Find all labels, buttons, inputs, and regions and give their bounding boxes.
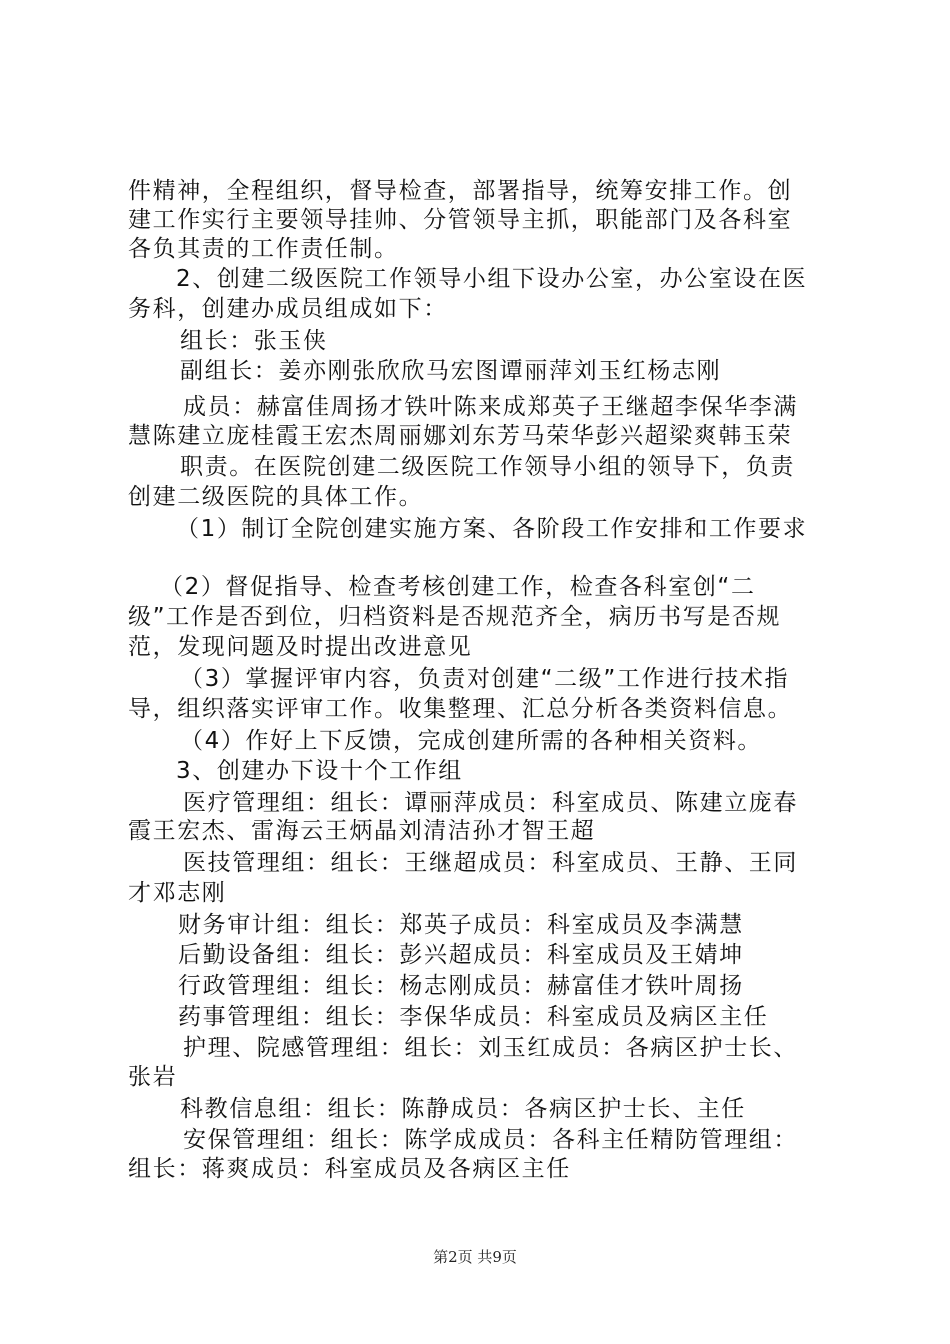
text-line: 职责。在医院创建二级医院工作领导小组的领导下，负责 bbox=[180, 454, 795, 480]
text-line: 护理、院感管理组：组长：刘玉红成员：各病区护士长、 bbox=[183, 1035, 798, 1061]
text-line: 组长：张玉侠 bbox=[180, 328, 328, 354]
text-line: 组长：蒋爽成员：科室成员及各病区主任 bbox=[128, 1156, 571, 1182]
text-line: 各负其责的工作责任制。 bbox=[128, 236, 399, 262]
text-line: 建工作实行主要领导挂帅、分管领导主抓，职能部门及各科室 bbox=[128, 207, 793, 233]
text-line: 件精神，全程组织，督导检查，部署指导，统筹安排工作。创 bbox=[128, 178, 793, 204]
text-line: 级”工作是否到位，归档资料是否规范齐全，病历书写是否规 bbox=[128, 604, 782, 630]
text-line: （2）督促指导、检查考核创建工作，检查各科室创“二 bbox=[160, 574, 756, 600]
text-line: 张岩 bbox=[128, 1064, 178, 1090]
text-line: 慧陈建立庞桂霞王宏杰周丽娜刘东芳马荣华彭兴超梁爽韩玉荣 bbox=[128, 423, 793, 449]
text-line: 3、创建办下设十个工作组 bbox=[176, 758, 463, 784]
text-line: 医技管理组：组长：王继超成员：科室成员、王静、王同 bbox=[183, 850, 798, 876]
text-line: 科教信息组：组长：陈静成员：各病区护士长、主任 bbox=[180, 1096, 746, 1122]
page-number-footer: 第2页 共9页 bbox=[433, 1248, 517, 1266]
text-line: 后勤设备组：组长：彭兴超成员：科室成员及王婧坤 bbox=[178, 942, 744, 968]
text-line: 行政管理组：组长：杨志刚成员：赫富佳才铁叶周扬 bbox=[178, 973, 744, 999]
text-line: 副组长：姜亦刚张欣欣马宏图谭丽萍刘玉红杨志刚 bbox=[180, 358, 722, 384]
text-line: （3）掌握评审内容，负责对创建“二级”工作进行技术指 bbox=[180, 666, 790, 692]
text-line: 药事管理组：组长：李保华成员：科室成员及病区主任 bbox=[178, 1004, 769, 1030]
text-line: 范，发现问题及时提出改进意见 bbox=[128, 634, 473, 660]
text-line: （1）制订全院创建实施方案、各阶段工作安排和工作要求 bbox=[176, 516, 808, 542]
text-line: 创建二级医院的具体工作。 bbox=[128, 484, 424, 510]
text-line: 霞王宏杰、雷海云王炳晶刘清洁孙才智王超 bbox=[128, 818, 596, 844]
text-line: 务科，创建办成员组成如下： bbox=[128, 296, 448, 322]
text-line: 成员：赫富佳周扬才铁叶陈来成郑英子王继超李保华李满 bbox=[183, 394, 798, 420]
text-line: （4）作好上下反馈，完成创建所需的各种相关资料。 bbox=[180, 728, 763, 754]
text-line: 安保管理组：组长：陈学成成员：各科主任精防管理组： bbox=[183, 1127, 798, 1153]
text-line: 导，组织落实评审工作。收集整理、汇总分析各类资料信息。 bbox=[128, 696, 793, 722]
text-line: 2、创建二级医院工作领导小组下设办公室，办公室设在医 bbox=[176, 266, 808, 292]
text-line: 才邓志刚 bbox=[128, 880, 227, 906]
text-line: 财务审计组：组长：郑英子成员：科室成员及李满慧 bbox=[178, 912, 744, 938]
text-line: 医疗管理组：组长：谭丽萍成员：科室成员、陈建立庞春 bbox=[183, 790, 798, 816]
